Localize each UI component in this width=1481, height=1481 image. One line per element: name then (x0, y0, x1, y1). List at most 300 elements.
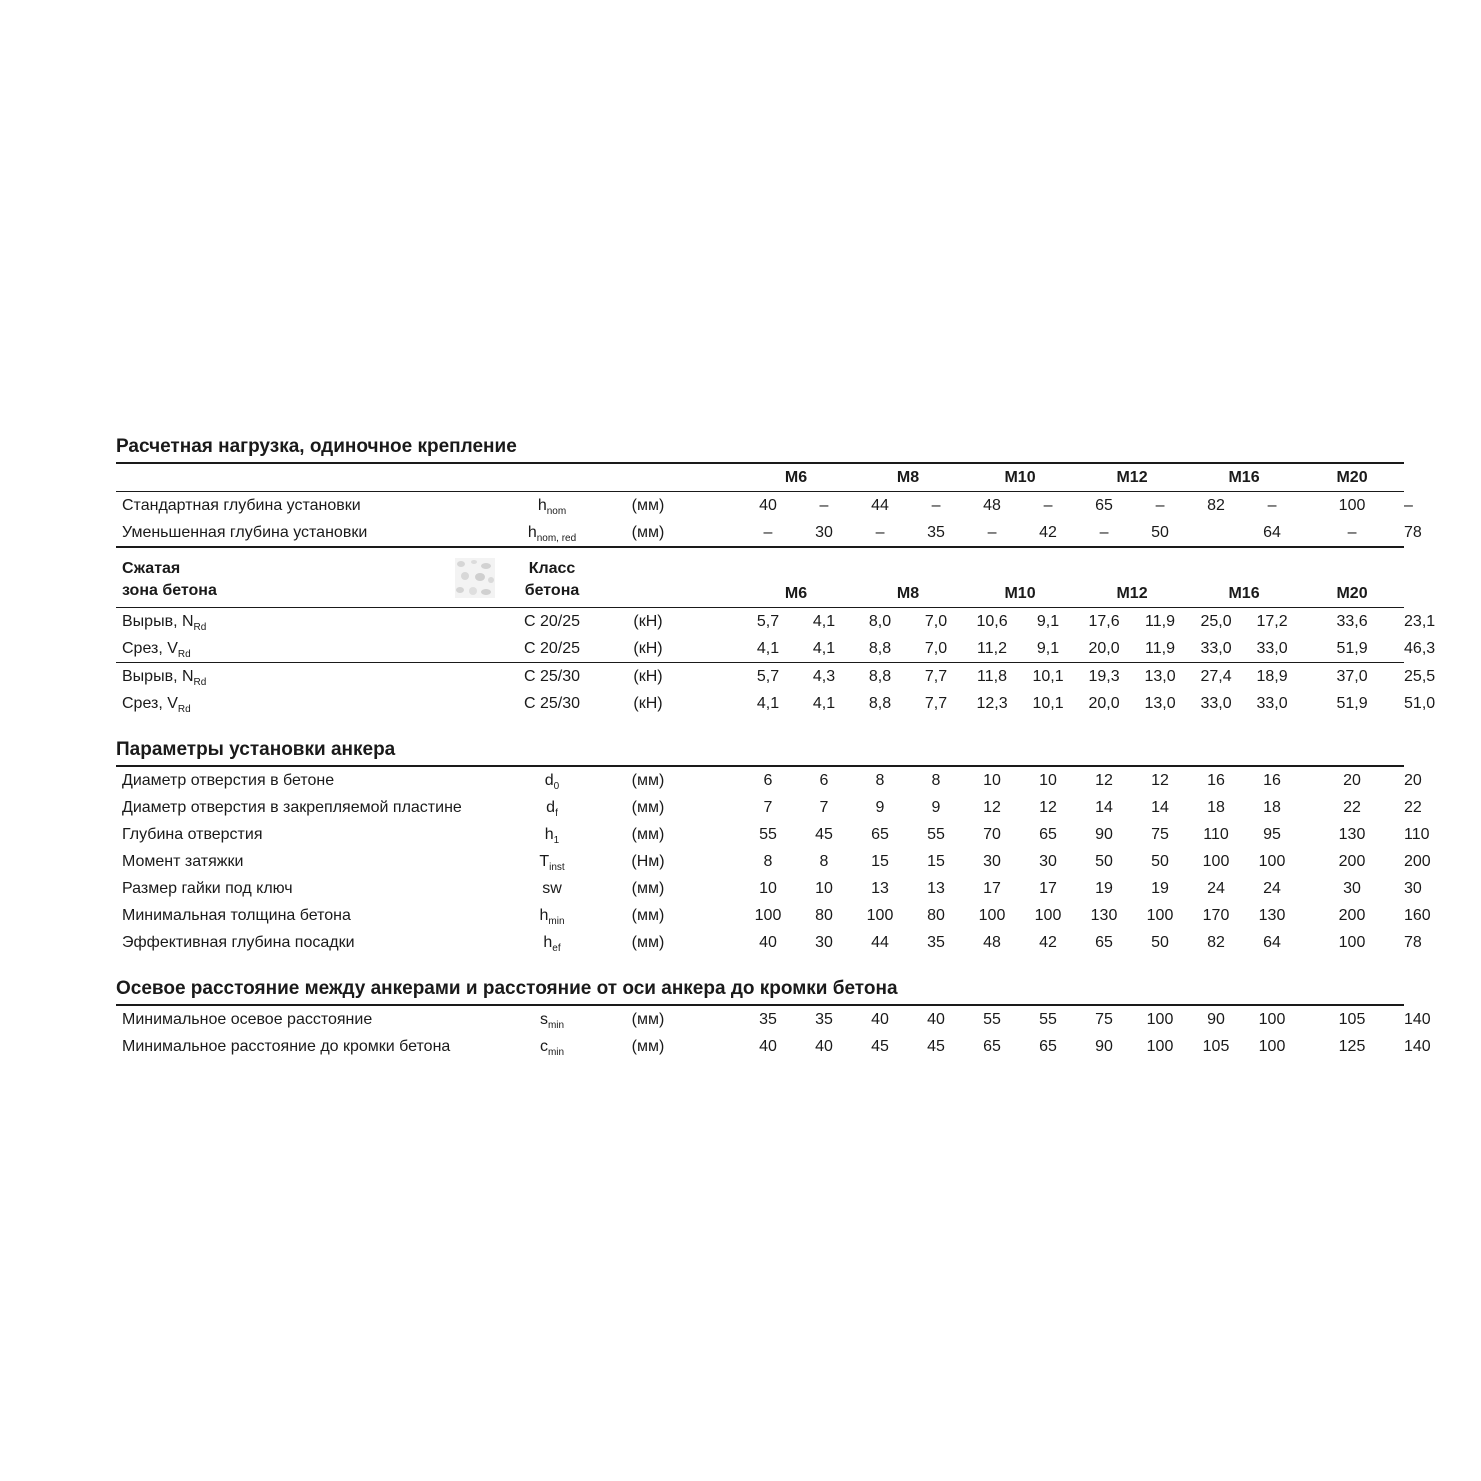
value-cell: 40 (815, 1038, 833, 1055)
value-cell: 4,1 (756, 695, 780, 712)
value-cell: 18 (1263, 799, 1281, 816)
value-cell: 20,0 (1088, 695, 1120, 712)
concrete-class: C 20/25 (523, 613, 581, 630)
value-cell: 15 (927, 853, 945, 870)
value-cell: 35 (815, 1011, 833, 1028)
value-cell: 45 (871, 1038, 889, 1055)
value-cell: 100 (866, 907, 894, 924)
symbol-base: s (539, 1011, 548, 1028)
value-cell: 50 (1095, 853, 1113, 870)
unit: (мм) (631, 524, 665, 541)
unit: (кН) (633, 613, 663, 630)
row-label: Минимальное осевое расстояние (122, 1011, 373, 1028)
section-title-installation: Параметры установки анкера (116, 739, 396, 760)
table-row: Минимальное осевое расстояние $s_{min}$ (мм) 35 35 40 40 55 55 75 100 90 100 105 140 (116, 1005, 1404, 1033)
spacer (689, 608, 740, 636)
section-title-spacing: Осевое расстояние между анкерами и расстояние от оси анкера до кромки бетона (116, 978, 898, 999)
section-title-design-load: Расчетная нагрузка, одиночное крепление (116, 436, 517, 457)
value-cell: 7,0 (924, 613, 948, 630)
value-cell: 9 (875, 799, 885, 816)
value-cell: 40 (759, 497, 777, 514)
value-cell: 19 (1151, 880, 1169, 897)
value-cell: 13,0 (1144, 695, 1176, 712)
row-label: Диаметр отверстия в закрепляемой пластине (122, 799, 462, 816)
zone-wrap (122, 558, 497, 607)
value-cell: 17 (983, 880, 1001, 897)
unit: (кН) (633, 695, 663, 712)
value-cell: 10 (983, 772, 1001, 789)
value-cell: – (1099, 524, 1109, 541)
value-cell: 8,8 (868, 640, 892, 657)
value-cell: 130 (1258, 907, 1286, 924)
value-cell: 6 (763, 772, 773, 789)
value-cell: 44 (871, 934, 889, 951)
unit: (Нм) (631, 853, 665, 870)
value-cell: 45 (815, 826, 833, 843)
spacer (689, 690, 740, 717)
value-cell: 15 (871, 853, 889, 870)
value-cell: 4,1 (812, 640, 836, 657)
value-cell: 25,0 (1200, 613, 1232, 630)
value-cell: 125 (1338, 1038, 1366, 1055)
symbol (497, 1033, 607, 1060)
symbol-subscript: f (555, 808, 558, 819)
value-cell: 65 (1039, 826, 1057, 843)
value-cell: 100 (1146, 1038, 1174, 1055)
value-cell: 11,9 (1145, 613, 1175, 630)
value-cell: 6 (819, 772, 829, 789)
value-cell: – (987, 524, 997, 541)
value-cell: 19 (1095, 880, 1113, 897)
table-row: Стандартная глубина установки $h_{nom}$ (мм) 40 – 44 – 48 – 65 – 82 – 100 – (116, 492, 1404, 520)
table-row: Уменьшенная глубина установки $h_{nom, red}$ (мм) – 30 – 35 – 42 – 50 64 – 78 (116, 519, 1404, 547)
spacer (689, 1033, 740, 1060)
zone-title-line2: зона бетона (122, 582, 217, 599)
value-cell: 8,0 (868, 613, 892, 630)
value-cell: 82 (1207, 934, 1225, 951)
row-label-subscript: Rd (193, 677, 207, 688)
row-label-text: Срез, V (122, 640, 178, 657)
value-cell: 80 (815, 907, 833, 924)
value-cell: 18,9 (1256, 668, 1288, 685)
value-cell: 30 (815, 524, 833, 541)
spacer (689, 794, 740, 821)
value-cell: 8,8 (868, 668, 892, 685)
table-row: Диаметр отверстия в закрепляемой пластине $d_f$ (мм) 7 7 9 9 12 12 14 14 18 18 22 22 (116, 794, 1404, 821)
symbol-subscript: 0 (553, 781, 560, 792)
table-row: Глубина отверстия $h_1$ (мм) 55 45 65 55 70 65 90 75 110 95 130 110 (116, 821, 1404, 848)
row-label-text: Вырыв, N (122, 613, 194, 630)
spacer (689, 1005, 740, 1033)
value-cell: 12 (1151, 772, 1169, 789)
table-row: Минимальная толщина бетона $h_{min}$ (мм) 100 80 100 80 100 100 130 100 170 130 200 160 (116, 902, 1404, 929)
value-cell: 12 (983, 799, 1001, 816)
value-cell: – (1043, 497, 1053, 514)
concrete-zone-header-row (116, 547, 1404, 608)
value-cell: 7,7 (924, 695, 948, 712)
value-cell: 10 (1039, 772, 1057, 789)
unit: (мм) (631, 799, 665, 816)
size-header-m6: M6 (784, 469, 808, 486)
value-cell: 90 (1207, 1011, 1225, 1028)
row-label: Размер гайки под ключ (122, 880, 293, 897)
value-cell: 40 (759, 934, 777, 951)
value-cell: 51,9 (1336, 640, 1368, 657)
value-cell: – (875, 524, 885, 541)
table-row: Срез, $V_{Rd}$ C 20/25 (кН) 4,1 4,1 8,8 7,0 11,2 9,1 20,0 11,9 33,0 33,0 51,9 46,3 (116, 635, 1404, 663)
value-cell: 11,9 (1145, 640, 1175, 657)
value-cell: 30 (983, 853, 1001, 870)
concrete-class: C 20/25 (523, 640, 581, 657)
size-header-m20: M20 (1336, 585, 1368, 602)
value-cell: – (1155, 497, 1165, 514)
value-cell: 110 (1203, 826, 1229, 843)
unit: (мм) (631, 772, 665, 789)
value-cell: 17,2 (1256, 613, 1288, 630)
value-cell: 65 (1095, 934, 1113, 951)
value-cell: 90 (1095, 826, 1113, 843)
value-cell: 8,8 (868, 695, 892, 712)
value-cell: 40 (759, 1038, 777, 1055)
value-cell: 30 (815, 934, 833, 951)
spacer (689, 635, 740, 663)
spacer (689, 821, 740, 848)
spacer (689, 848, 740, 875)
datasheet (116, 432, 1436, 1060)
spacer (689, 875, 740, 902)
value-cell: 22 (1343, 799, 1361, 816)
value-cell: 10,1 (1032, 668, 1064, 685)
zone-title-text (122, 558, 217, 607)
value-cell: 70 (983, 826, 1001, 843)
value-cell: 10,1 (1032, 695, 1064, 712)
value-cell: 130 (1338, 826, 1366, 843)
value-cell: 48 (983, 497, 1001, 514)
unit: (мм) (631, 1038, 665, 1055)
value-cell: 35 (759, 1011, 777, 1028)
value-cell: 75 (1151, 826, 1169, 843)
size-header-m10: M10 (1004, 585, 1036, 602)
value-cell: 55 (983, 1011, 1001, 1028)
symbol-base: h (543, 934, 553, 951)
value-cell: – (1267, 497, 1277, 514)
value-cell: 30 (1343, 880, 1361, 897)
unit: (мм) (631, 1011, 665, 1028)
value-cell: 82 (1207, 497, 1225, 514)
symbol-subscript: 1 (553, 835, 560, 846)
size-header-m12: M12 (1116, 585, 1148, 602)
value-cell (1188, 519, 1244, 547)
spacer (689, 766, 740, 794)
value-cell: 75 (1095, 1011, 1113, 1028)
value-cell: 170 (1202, 907, 1230, 924)
row-label: Диаметр отверстия в бетоне (122, 772, 335, 789)
value-cell: 9,1 (1036, 640, 1060, 657)
symbol (497, 519, 607, 547)
value-cell: 37,0 (1336, 668, 1368, 685)
value-cell: 33,0 (1200, 640, 1232, 657)
value-cell: – (819, 497, 829, 514)
value-cell: – (763, 524, 773, 541)
row-label (116, 635, 497, 663)
value-cell: 33,0 (1256, 640, 1288, 657)
table-row: Вырыв, $N_{Rd}$ C 20/25 (кН) 5,7 4,1 8,0 7,0 10,6 9,1 17,6 11,9 25,0 17,2 33,6 23,1 (116, 608, 1404, 636)
symbol-base: h (537, 497, 547, 514)
value-cell: 12 (1095, 772, 1113, 789)
value-cell: 13,0 (1144, 668, 1176, 685)
value-cell: 10 (759, 880, 777, 897)
value-cell: 50 (1151, 853, 1169, 870)
value-cell: 12 (1039, 799, 1057, 816)
unit: (мм) (631, 907, 665, 924)
value-cell: 4,1 (756, 640, 780, 657)
value-cell: 10 (815, 880, 833, 897)
value-cell: 8 (875, 772, 885, 789)
value-cell: 65 (1039, 1038, 1057, 1055)
row-label-text: Срез, V (122, 695, 178, 712)
row-label: Эффективная глубина посадки (122, 934, 355, 951)
value-cell: 16 (1207, 772, 1225, 789)
value-cell: 200 (1338, 907, 1366, 924)
row-label: Минимальное расстояние до кромки бетона (122, 1038, 451, 1055)
value-cell: 55 (759, 826, 777, 843)
row-label-subscript: Rd (193, 622, 207, 633)
value-cell: 42 (1039, 524, 1057, 541)
symbol (497, 794, 607, 821)
symbol (497, 492, 607, 520)
value-cell: 9,1 (1036, 613, 1060, 630)
spacer (689, 463, 740, 492)
row-label (116, 608, 497, 636)
value-cell: 17,6 (1088, 613, 1120, 630)
value-cell: 7 (763, 799, 773, 816)
spacer (689, 492, 740, 520)
row-label: Стандартная глубина установки (122, 497, 361, 514)
value-cell: 100 (754, 907, 782, 924)
value-cell: 105 (1202, 1038, 1230, 1055)
value-cell: 33,0 (1200, 695, 1232, 712)
size-header-m10: M10 (1004, 469, 1036, 486)
value-cell: 105 (1338, 1011, 1366, 1028)
row-label (116, 663, 497, 691)
symbol (497, 929, 607, 956)
symbol-subscript: inst (549, 862, 565, 873)
value-cell: 130 (1090, 907, 1118, 924)
unit: (мм) (631, 826, 665, 843)
row-label-subscript: Rd (177, 704, 191, 715)
value-cell: 12,3 (976, 695, 1008, 712)
symbol-subscript: min (547, 1047, 565, 1058)
table-row: Срез, $V_{Rd}$ C 25/30 (кН) 4,1 4,1 8,8 7,7 12,3 10,1 20,0 13,0 33,0 33,0 51,9 51,0 (116, 690, 1404, 717)
symbol-base: c (539, 1038, 548, 1055)
size-header-m16: M16 (1228, 469, 1260, 486)
value-cell: 48 (983, 934, 1001, 951)
value-cell: 100 (978, 907, 1006, 924)
spacer (689, 902, 740, 929)
value-cell: 8 (763, 853, 773, 870)
value-cell: – (931, 497, 941, 514)
value-cell: 65 (1095, 497, 1113, 514)
unit: (мм) (631, 934, 665, 951)
value-cell: 10,6 (976, 613, 1008, 630)
symbol (497, 902, 607, 929)
value-cell: 7 (819, 799, 829, 816)
value-cell: 8 (931, 772, 941, 789)
row-label-text: Вырыв, N (122, 668, 194, 685)
symbol-subscript: nom (546, 506, 567, 517)
unit: (мм) (631, 880, 665, 897)
symbol-subscript: min (548, 916, 565, 927)
value-cell: 51,9 (1336, 695, 1368, 712)
size-header-m16: M16 (1228, 585, 1260, 602)
value-cell: 20,0 (1088, 640, 1120, 657)
symbol-base: d (544, 772, 554, 789)
row-label: Уменьшенная глубина установки (122, 524, 368, 541)
value-cell: 100 (1202, 853, 1230, 870)
value-cell: 65 (983, 1038, 1001, 1055)
row-label: Минимальная толщина бетона (122, 907, 351, 924)
symbol (497, 766, 607, 794)
symbol-subscript: ef (552, 943, 561, 954)
concrete-texture-icon (455, 558, 495, 598)
value-cell: 80 (927, 907, 945, 924)
spacer (689, 519, 740, 547)
value-cell: 9 (931, 799, 941, 816)
value-cell: 13 (927, 880, 945, 897)
symbol-subscript: min (547, 1020, 565, 1031)
spacing-table (116, 1004, 1431, 1060)
value-cell: 33,0 (1256, 695, 1288, 712)
class-header-line1: Класс (528, 560, 576, 577)
value-cell: 100 (1338, 934, 1366, 951)
spacer (689, 663, 740, 691)
value-cell: 55 (1039, 1011, 1057, 1028)
concrete-zone-title (116, 547, 497, 608)
value-cell: 100 (1258, 1038, 1286, 1055)
table-row: Диаметр отверстия в бетоне $d_0$ (мм) 6 6 8 8 10 10 12 12 16 16 20 20 (116, 766, 1404, 794)
row-label: Момент затяжки (122, 853, 244, 870)
symbol (497, 1005, 607, 1033)
installation-table (116, 765, 1431, 956)
value-cell: 5,7 (756, 668, 780, 685)
table-row: Момент затяжки $T_{inst}$ (Нм) 8 8 15 15 30 30 50 50 100 100 200 200 (116, 848, 1404, 875)
value-cell: 14 (1151, 799, 1169, 816)
unit: (кН) (633, 640, 663, 657)
value-cell: 4,1 (812, 613, 836, 630)
symbol-base: T (539, 853, 550, 870)
value-cell: 7,0 (924, 640, 948, 657)
symbol-base: h (527, 524, 537, 541)
value-cell: 95 (1263, 826, 1281, 843)
size-header-m8: M8 (896, 585, 920, 602)
table-row: Вырыв, $N_{Rd}$ C 25/30 (кН) 5,7 4,3 8,8 7,7 11,8 10,1 19,3 13,0 27,4 18,9 37,0 25,5 (116, 663, 1404, 691)
value-cell: 24 (1207, 880, 1225, 897)
value-cell: 100 (1146, 1011, 1174, 1028)
spacer (689, 929, 740, 956)
value-cell: – (1347, 524, 1357, 541)
value-cell: 45 (927, 1038, 945, 1055)
value-cell: 100 (1146, 907, 1174, 924)
concrete-class: C 25/30 (523, 695, 581, 712)
size-header-m8: M8 (896, 469, 920, 486)
table-row: Размер гайки под ключ sw (мм) 10 10 13 13 17 17 19 19 24 24 30 30 (116, 875, 1404, 902)
value-cell: 11,8 (977, 668, 1007, 685)
size-header-m6: M6 (784, 585, 808, 602)
value-cell: 100 (1258, 853, 1286, 870)
value-cell: 7,7 (924, 668, 948, 685)
value-cell: 24 (1263, 880, 1281, 897)
value-cell: 42 (1039, 934, 1057, 951)
symbol-base: h (544, 826, 554, 843)
spacer (116, 463, 689, 492)
value-cell: 50 (1151, 934, 1169, 951)
spacer (607, 547, 689, 608)
table-row: Минимальное расстояние до кромки бетона $c_{min}$ (мм) 40 40 45 45 65 65 90 100 105 100 125 140 (116, 1033, 1404, 1060)
symbol (497, 848, 607, 875)
value-cell: 200 (1338, 853, 1366, 870)
spacer (689, 547, 740, 608)
row-label (116, 690, 497, 717)
value-cell: 64 (1263, 934, 1281, 951)
value-cell: 8 (819, 853, 829, 870)
value-cell: 11,2 (977, 640, 1007, 657)
design-load-table (116, 462, 1436, 717)
zone-title-line1: Сжатая (122, 560, 181, 577)
value-cell: 19,3 (1088, 668, 1120, 685)
value-cell: 90 (1095, 1038, 1113, 1055)
class-header-line2: бетона (524, 582, 580, 599)
value-cell: 40 (871, 1011, 889, 1028)
row-label: Глубина отверстия (122, 826, 263, 843)
size-header-m12: M12 (1116, 469, 1148, 486)
value-cell: 13 (871, 880, 889, 897)
value-cell: 17 (1039, 880, 1057, 897)
symbol (497, 821, 607, 848)
value-cell: 27,4 (1200, 668, 1232, 685)
value-cell: 65 (871, 826, 889, 843)
value-cell: 18 (1207, 799, 1225, 816)
symbol-base: sw (542, 880, 562, 897)
value-cell: 14 (1095, 799, 1113, 816)
value-cell: 30 (1039, 853, 1057, 870)
value-cell: 55 (927, 826, 945, 843)
value-cell: 4,3 (812, 668, 836, 685)
size-header-row (116, 463, 1404, 492)
symbol (497, 875, 607, 902)
symbol-base: d (546, 799, 556, 816)
value-cell: 100 (1034, 907, 1062, 924)
value-cell: 64 (1263, 524, 1281, 541)
value-cell: 4,1 (812, 695, 836, 712)
value-cell: 5,7 (756, 613, 780, 630)
size-header-m20: M20 (1336, 469, 1368, 486)
value-cell: 40 (927, 1011, 945, 1028)
value-cell: 100 (1258, 1011, 1286, 1028)
value-cell: 44 (871, 497, 889, 514)
symbol-base: h (539, 907, 549, 924)
value-cell: 35 (927, 524, 945, 541)
table-row: Эффективная глубина посадки $h_{ef}$ (мм) 40 30 44 35 48 42 65 50 82 64 100 78 (116, 929, 1404, 956)
value-cell: 35 (927, 934, 945, 951)
row-label-subscript: Rd (177, 649, 191, 660)
value-cell: 16 (1263, 772, 1281, 789)
value-cell: 50 (1151, 524, 1169, 541)
value-cell: 100 (1338, 497, 1366, 514)
concrete-class: C 25/30 (523, 668, 581, 685)
symbol-subscript: nom, red (536, 533, 577, 544)
unit: (мм) (631, 497, 665, 514)
value-cell: 20 (1343, 772, 1361, 789)
